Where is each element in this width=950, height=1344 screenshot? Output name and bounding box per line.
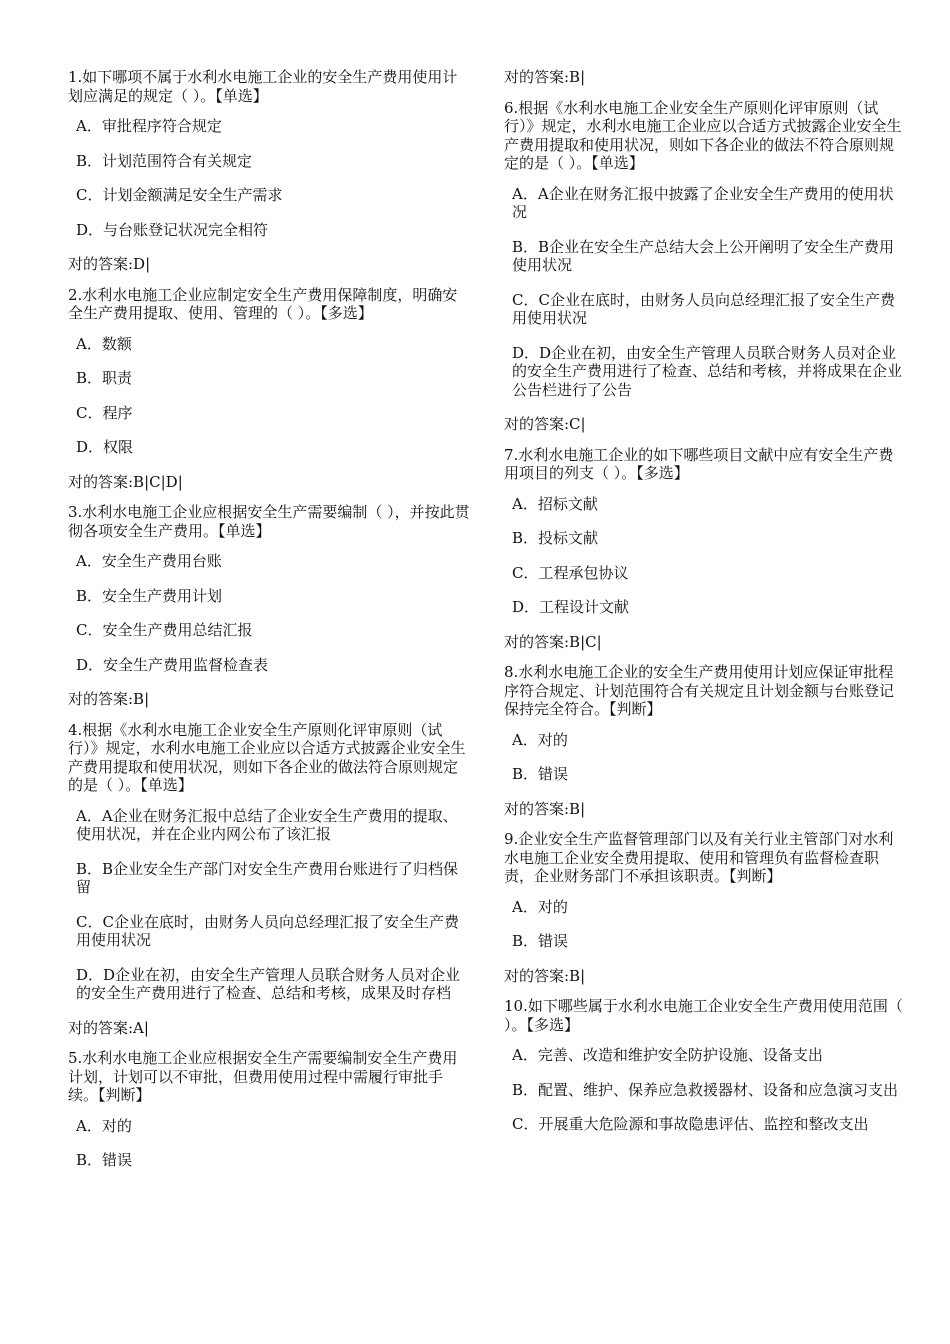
question-3 xyxy=(68,503,470,709)
option-d: D．工程设计文献 xyxy=(512,598,630,616)
question-stem: 2.水利水电施工企业应制定安全生产费用保障制度，明确安全生产费用提取、使用、管理的（ ）。【多选】 xyxy=(68,285,458,322)
option-c: C．C企业在底时，由财务人员向总经理汇报了安全生产费用使用状况 xyxy=(76,912,459,949)
question-6 xyxy=(504,99,904,434)
question-7 xyxy=(504,446,904,652)
question-1 xyxy=(68,68,470,274)
question-stem: 8.水利水电施工企业的安全生产费用使用计划应保证审批程序符合规定、计划范围符合有关规定且计划金额与台账登记保持完全符合。【判断】 xyxy=(504,663,895,718)
option-a: A．A企业在财务汇报中披露了企业安全生产费用的使用状况 xyxy=(512,184,894,221)
option-a: A．对的 xyxy=(76,1116,132,1135)
option-d: D．权限 xyxy=(76,438,134,456)
question-stem: 4.根据《水利水电施工企业安全生产原则化评审原则（试行）》规定，水利水电施工企业应以合适方式披露企业安全生产费用提取和使用状况，则如下各企业的做法符合原则规定的是（ ）。【单选】 xyxy=(68,720,466,794)
option-d: D．与台账登记状况完全相符 xyxy=(76,220,269,239)
option-b: B．错误 xyxy=(76,1151,133,1169)
question-4 xyxy=(68,721,470,1038)
question-5 xyxy=(68,1049,470,1170)
option-b: B．错误 xyxy=(512,765,569,783)
option-b: B．B企业安全生产部门对安全生产费用台账进行了归档保留 xyxy=(76,859,459,896)
answer: 对的答案:C| xyxy=(504,415,586,433)
answer: 对的答案:B| xyxy=(504,966,586,985)
question-9 xyxy=(504,830,904,985)
question-stem: 9.企业安全生产监督管理部门以及有关行业主管部门对水利水电施工企业安全费用提取、使用和管理负有监督检查职责，企业财务部门不承担该职责。【判断】 xyxy=(504,830,894,885)
option-c: C．安全生产费用总结汇报 xyxy=(76,621,253,639)
option-c: C．C企业在底时，由财务人员向总经理汇报了安全生产费用使用状况 xyxy=(512,290,895,327)
option-b: B．投标文献 xyxy=(512,529,599,547)
answer: 对的答案:A| xyxy=(68,1018,149,1037)
question-stem: 1.如下哪项不属于水利水电施工企业的安全生产费用使用计划应满足的规定（ ）。【单选】 xyxy=(68,68,458,105)
question-stem: 5.水利水电施工企业应根据安全生产需要编制安全生产费用计划，计划可以不审批，但费用使用过程中需履行审批手续。【判断】 xyxy=(68,1049,458,1104)
option-c: C．开展重大危险源和事故隐患评估、监控和整改支出 xyxy=(512,1115,869,1133)
option-b: B．错误 xyxy=(512,932,569,950)
option-c: C．程序 xyxy=(76,403,133,422)
option-b: B．B企业在安全生产总结大会上公开阐明了安全生产费用使用状况 xyxy=(512,237,895,274)
question-stem: 3.水利水电施工企业应根据安全生产需要编制（ ），并按此贯彻各项安全生产费用。【单选】 xyxy=(68,503,470,540)
option-b: B．安全生产费用计划 xyxy=(76,586,223,605)
question-stem: 6.根据《水利水电施工企业安全生产原则化评审原则（试行）》规定，水利水电施工企业应以合适方式披露企业安全生产费用提取和使用状况，则如下各企业的做法不符合原则规定的是（ ）。【单选】 xyxy=(504,98,902,172)
left-column xyxy=(68,68,470,1186)
option-d: D．安全生产费用监督检查表 xyxy=(76,655,269,674)
question-8 xyxy=(504,663,904,818)
option-a: A．招标文献 xyxy=(512,494,598,513)
option-a: A．对的 xyxy=(512,730,568,749)
answer: 对的答案:B| xyxy=(68,690,150,708)
option-d: D．D企业在初，由安全生产管理人员联合财务人员对企业的安全生产费用进行了检查、总结和考核，成果及时存档 xyxy=(76,965,461,1002)
option-a: A．数额 xyxy=(76,334,132,353)
question-stem: 7.水利水电施工企业的如下哪些项目文献中应有安全生产费用项目的列支（ ）。【多选】 xyxy=(504,445,894,482)
answer: 对的答案:B|C|D| xyxy=(68,472,183,491)
question-10 xyxy=(504,997,904,1134)
option-a: A．审批程序符合规定 xyxy=(76,117,222,135)
question-2 xyxy=(68,286,470,492)
right-column xyxy=(504,68,904,1150)
option-a: A．完善、改造和维护安全防护设施、设备支出 xyxy=(512,1046,823,1064)
option-a: A．安全生产费用台账 xyxy=(76,552,222,570)
option-c: C．工程承包协议 xyxy=(512,563,629,582)
option-c: C．计划金额满足安全生产需求 xyxy=(76,186,283,204)
question-stem: 10.如下哪些属于水利水电施工企业安全生产费用使用范围（ ）。【多选】 xyxy=(504,997,903,1034)
option-a: A．对的 xyxy=(512,897,568,916)
answer: 对的答案:B| xyxy=(504,68,586,86)
option-b: B．职责 xyxy=(76,369,133,387)
answer: 对的答案:B|C| xyxy=(504,632,602,651)
answer: 对的答案:D| xyxy=(68,255,151,273)
option-a: A．A企业在财务汇报中总结了企业安全生产费用的提取、使用状况，并在企业内网公布了该汇报 xyxy=(76,806,458,843)
option-b: B．计划范围符合有关规定 xyxy=(76,151,253,170)
option-b: B．配置、维护、保养应急救援器材、设备和应急演习支出 xyxy=(512,1080,899,1099)
answer: 对的答案:B| xyxy=(504,799,586,818)
option-d: D．D企业在初，由安全生产管理人员联合财务人员对企业的安全生产费用进行了检查、总结和考核，并将成果在企业公告栏进行了公告 xyxy=(512,343,903,399)
